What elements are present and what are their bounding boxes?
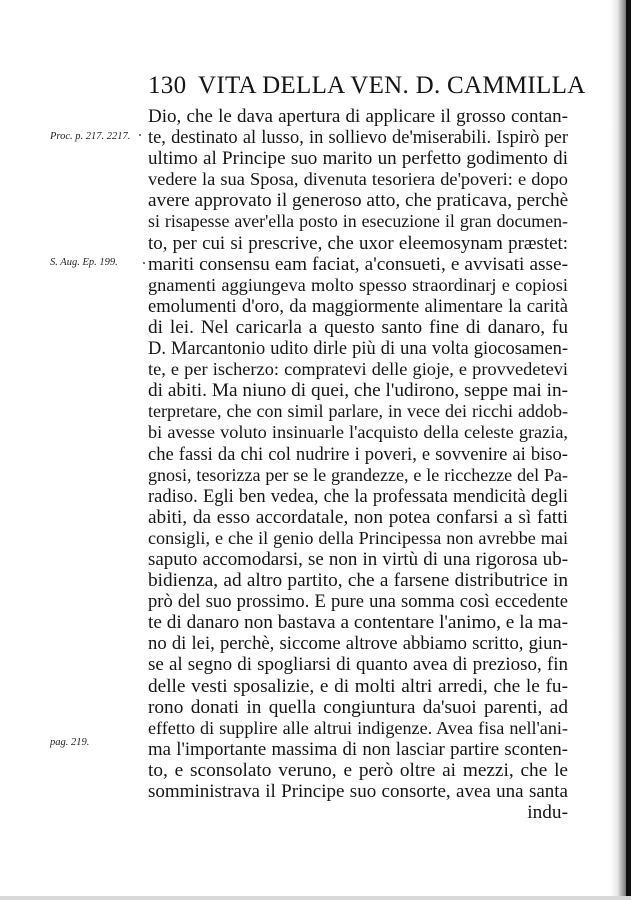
margin-note-proc: Proc. p. 217. 2217. [50, 131, 131, 142]
text-line: te, destinato al lusso, in sollievo de'miserabili. Ispirò per [148, 127, 568, 148]
text-line: prò del suo prossimo. E pure una somma così eccedente [148, 591, 568, 613]
text-line: to, per cui si prescrive, che uxor eleemosynam præstet: [148, 232, 568, 254]
text-line: gnamenti aggiungeva molto spesso straordinarj e copiosi [148, 274, 568, 295]
text-line: di abiti. Ma niuno di quei, che l'udirono, seppe mai in- [148, 380, 568, 402]
text-line: ultimo al Principe suo marito un perfetto godimento di [148, 148, 568, 170]
text-line: somministrava il Principe suo consorte, avea una santa [148, 781, 568, 802]
text-line: si risapesse aver'ella posto in esecuzione il gran documen- [148, 211, 568, 232]
text-line: rono donati in quella congiuntura da'suoi parenti, ad [148, 696, 568, 718]
margin-note-aug: S. Aug. Ep. 199. [50, 257, 118, 268]
text-line: no di lei, perchè, siccome altrove abbiamo scritto, giun- [148, 633, 568, 655]
main-text [148, 106, 568, 823]
margin-note-pag: pag. 219. [50, 737, 90, 748]
text-line: vedere la sua Sposa, divenuta tesoriera de'poveri: e dopo [148, 169, 568, 190]
ink-speck [143, 262, 145, 264]
text-line: te di danaro non bastava a contentare l'animo, e la ma- [148, 612, 568, 634]
text-line: Dio, che le dava apertura di applicare il grosso contan- [148, 106, 568, 127]
text-line: gnosi, tesorizza per se le grandezze, e le ricchezze del Pa- [148, 464, 568, 485]
text-line: saputo accomodarsi, se non in virtù di una rigorosa ub- [148, 548, 568, 570]
text-line: effetto di supplire alle altrui indigenze. Avea fisa nell'ani- [148, 717, 568, 738]
page-edge [626, 0, 631, 900]
ink-speck [139, 134, 141, 136]
text-line: terpretare, che con simil parlare, in vece dei ricchi addob- [148, 401, 568, 422]
text-line: ma l'importante massima di non lasciar partire sconten- [148, 738, 568, 760]
text-line: emolumenti d'oro, da maggiormente alimentare la carità [148, 295, 568, 317]
text-line: mariti consensu eam faciat, a'consueti, e avvisati asse- [148, 253, 568, 275]
text-line: bidienza, ad altro partito, che a farsene distributrice in [148, 570, 568, 592]
text-line: te, e per ischerzo: compratevi delle gioje, e provvedetevi [148, 359, 568, 380]
text-line: delle vesti sposalizie, e di molti altri arredi, che le fu- [148, 675, 568, 697]
page-bottom-edge [0, 896, 631, 900]
page-number: 130 [148, 72, 187, 99]
text-line: radiso. Egli ben vedea, che la professata mendicità degli [148, 485, 568, 506]
running-header [148, 72, 586, 102]
text-line: se al segno di spogliarsi di quanto avea di prezioso, fin [148, 654, 568, 676]
text-line: che fassi da chi col nudrire i poveri, e sovvenire ai biso- [148, 443, 568, 465]
text-line: bi avesse voluto insinuarle l'acquisto della celeste grazia, [148, 422, 568, 443]
text-line: di lei. Nel caricarla a questo santo fine di danaro, fu [148, 316, 568, 338]
text-line: avere approvato il generoso atto, che praticava, perchè [148, 190, 569, 212]
text-line: D. Marcantonio udito dirle più di una volta giocosamen- [148, 338, 568, 359]
text-line: abiti, da esso accordatale, non potea confarsi a sì fatti [148, 506, 568, 528]
text-line: to, e sconsolato veruno, e però oltre ai mezzi, che le [148, 759, 568, 781]
running-title: VITA DELLA VEN. D. CAMMILLA [198, 72, 586, 99]
text-line: consigli, e che il genio della Principessa non avrebbe mai [148, 527, 568, 548]
catchword: indu- [527, 802, 568, 824]
